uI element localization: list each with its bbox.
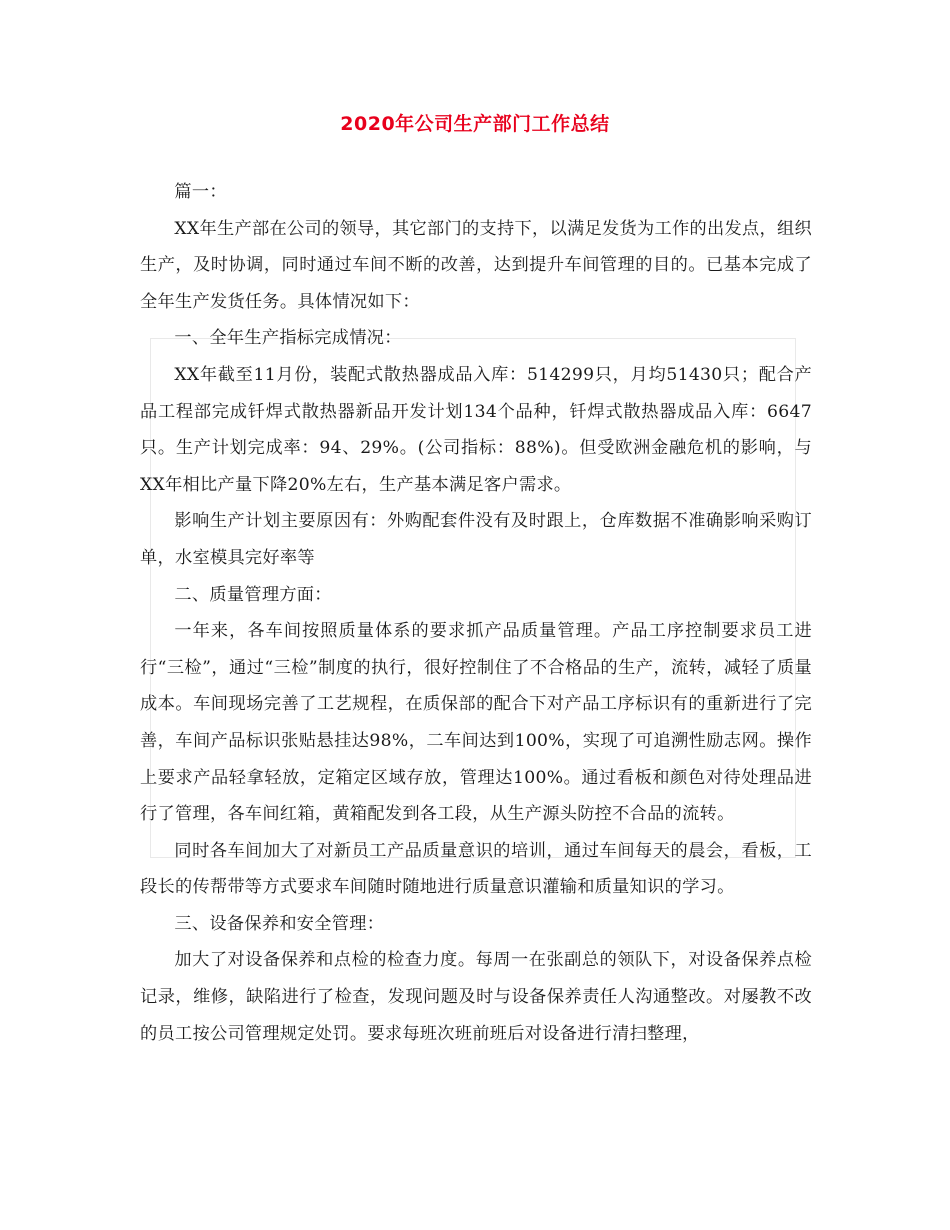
paragraph-production-figures: XX年截至11月份，装配式散热器成品入库：514299只，月均51430只；配合产品工程部完成钎焊式散热器新品开发计划134个品种，钎焊式散热器成品入库：6647只。生产计划完成率：94、29%。(公司指标：88%)。但受欧洲金融危机的影响，与XX年相比产量下降20%左右，生产基本满足客户需求。 (140, 364, 812, 495)
document-body (140, 174, 812, 1052)
paragraph-quality-training: 同时各车间加大了对新员工产品质量意识的培训，通过车间每天的晨会，看板，工段长的传帮带等方式要求车间随时随地进行质量意识灌输和质量知识的学习。 (140, 840, 812, 898)
heading-equipment-safety: 三、设备保养和安全管理： (174, 913, 385, 934)
heading-production-targets: 一、全年生产指标完成情况： (174, 328, 402, 349)
document-title: 2020年公司生产部门工作总结 (340, 113, 610, 135)
paragraph-equipment-maintenance: 加大了对设备保养和点检的检查力度。每周一在张副总的领队下，对设备保养点检记录，维修，缺陷进行了检查，发现问题及时与设备保养责任人沟通整改。对屡教不改的员工按公司管理规定处罚。要求每班次班前班后对设备进行清扫整理， (140, 950, 812, 1044)
heading-quality-management: 二、质量管理方面： (174, 584, 332, 605)
paragraph-quality-control: 一年来，各车间按照质量体系的要求抓产品质量管理。产品工序控制要求员工进行“三检”，通过“三检”制度的执行，很好控制住了不合格品的生产，流转，减轻了质量成本。车间现场完善了工艺规程，在质保部的配合下对产品工序标识有的重新进行了完善，车间产品标识张贴悬挂达98%，二车间达到100%，实现了可追溯性励志网。操作上要求产品轻拿轻放，定箱定区域存放，管理达100%。通过看板和颜色对待处理品进行了管理，各车间红箱，黄箱配发到各工段，从生产源头防控不合品的流转。 (140, 621, 812, 825)
paragraph-intro: XX年生产部在公司的领导，其它部门的支持下，以满足发货为工作的出发点，组织生产，及时协调，同时通过车间不断的改善，达到提升车间管理的目的。已基本完成了全年生产发货任务。具体情况如下： (140, 218, 812, 312)
paragraph-plan-factors: 影响生产计划主要原因有：外购配套件没有及时跟上，仓库数据不准确影响采购订单，水室模具完好率等 (140, 511, 812, 568)
paragraph-section-label: 篇一： (174, 182, 227, 202)
